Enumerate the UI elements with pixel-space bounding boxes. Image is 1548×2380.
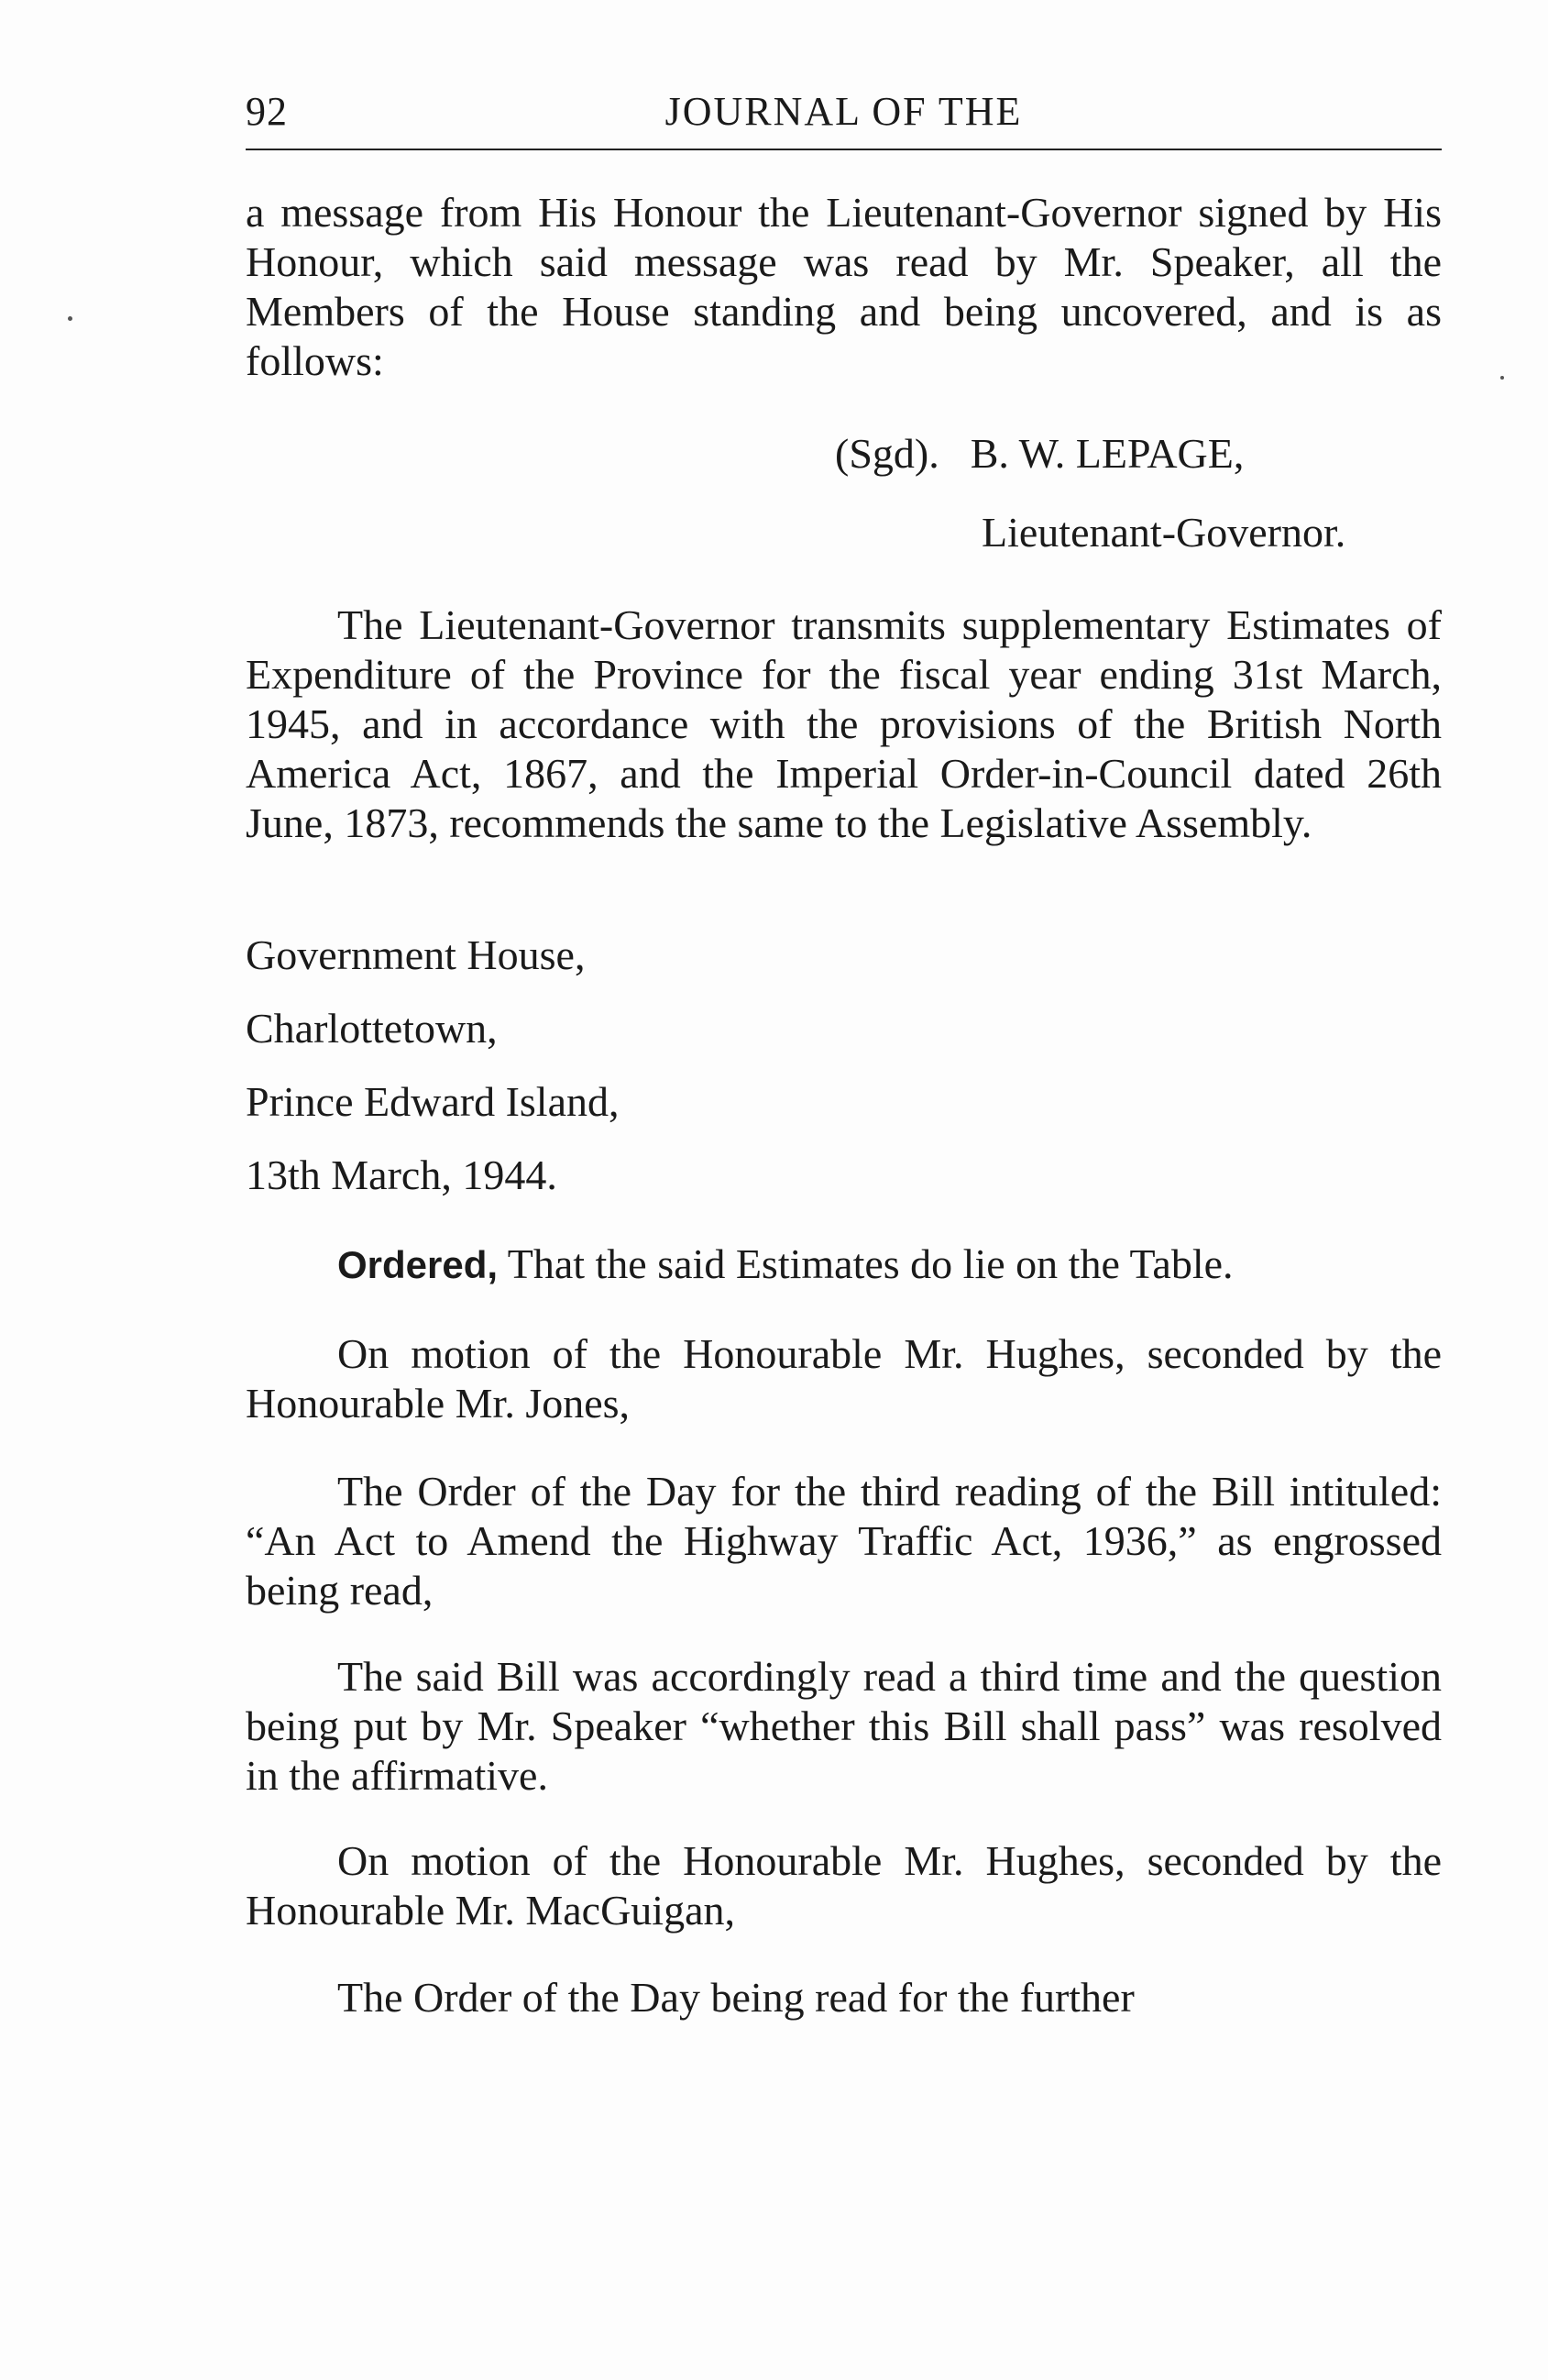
address-line-2: Charlottetown, [246, 1005, 498, 1052]
signature-line [835, 429, 1244, 479]
paragraph-order-of-day-third-reading: The Order of the Day for the third reading of the Bill intituled: “An Act to Amend the Highway Traffic Act, 1936,” as engrossed being read, [246, 1468, 1442, 1614]
page-header [246, 84, 1442, 150]
paragraph-motion-jones: On motion of the Honourable Mr. Hughes, seconded by the Honourable Mr. Jones, [246, 1330, 1442, 1427]
address-date: 13th March, 1944. [246, 1151, 557, 1198]
signature-title: Lieutenant-Governor. [982, 509, 1346, 556]
margin-speck [68, 316, 72, 321]
signature-name: B. W. LEPAGE, [970, 430, 1245, 477]
signature-block [246, 429, 1442, 557]
paragraph-ordered [246, 1240, 1442, 1290]
ordered-text: That the said Estimates do lie on the Table. [498, 1240, 1234, 1287]
paragraph-motion-macguigan: On motion of the Honourable Mr. Hughes, seconded by the Honourable Mr. MacGuigan, [246, 1837, 1442, 1934]
paragraph-bill-passed: The said Bill was accordingly read a third time and the question being put by Mr. Speaker “whether this Bill shall pass” was resolved in the affirmative. [246, 1653, 1442, 1799]
paragraph-message-intro: a message from His Honour the Lieutenant-Governor signed by His Honour, which said message was read by Mr. Speaker, all the Members of the House standing and being uncovered, and is as follows: [246, 189, 1442, 384]
paragraph-order-of-day-further: The Order of the Day being read for the further [337, 1974, 1135, 2021]
page-number: 92 [246, 89, 288, 134]
paragraph-estimates-message: The Lieutenant-Governor transmits supplementary Estimates of Expenditure of the Province for the fiscal year ending 31st March, 1945, and in accordance with the provisions of the British North America Act, 1867, and the Imperial Order-in-Council dated 26th June, 1873, recommends the same to the Legislative Assembly. [246, 601, 1442, 846]
margin-speck [1500, 376, 1504, 380]
running-head: JOURNAL OF THE [664, 89, 1023, 134]
ordered-label: Ordered, [337, 1243, 499, 1286]
address-line-1: Government House, [246, 931, 586, 978]
signature-prefix: (Sgd). [835, 430, 939, 477]
address-line-3: Prince Edward Island, [246, 1078, 620, 1125]
